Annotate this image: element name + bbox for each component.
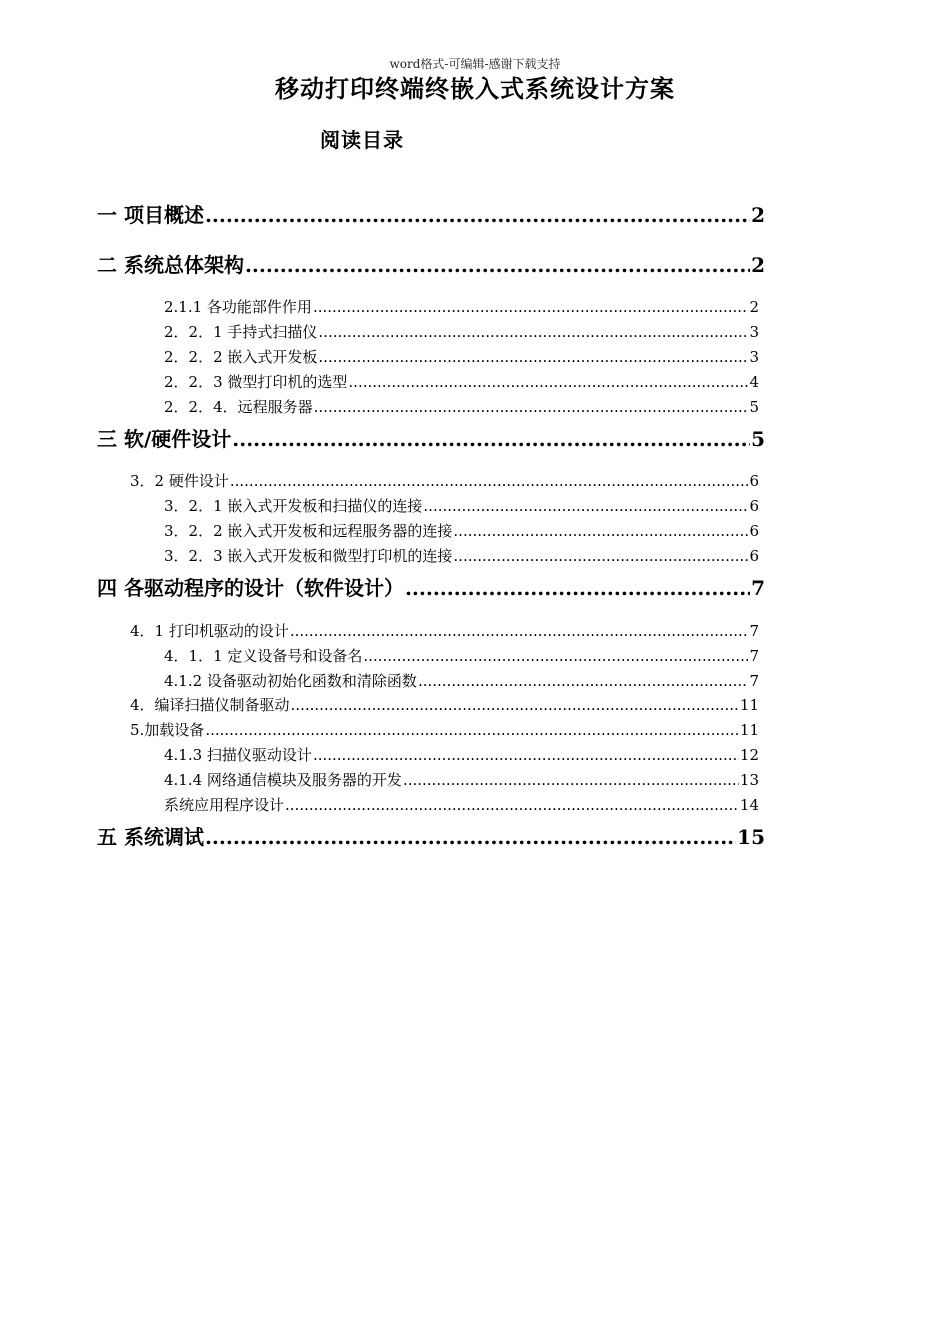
- toc-entry-page: 6: [749, 497, 759, 515]
- toc-entry-page: 12: [739, 746, 759, 764]
- toc-entry-label: 4．1 打印机驱动的设计: [130, 622, 289, 640]
- toc-entry-4-compile-scanner-driver[interactable]: [130, 694, 759, 716]
- toc-leader: [318, 346, 748, 368]
- toc-entry-page: 7: [751, 576, 765, 600]
- toc-entry-page: 11: [739, 696, 759, 714]
- toc-entry-page: 2: [751, 253, 765, 277]
- toc-leader: [318, 321, 748, 343]
- toc-entry-label: 2．2．3 微型打印机的选型: [164, 373, 348, 391]
- toc-entry-page: 7: [749, 672, 759, 690]
- toc-leader: [205, 719, 739, 741]
- toc-leader: [205, 822, 736, 852]
- toc-entry-label: 一 项目概述: [97, 203, 204, 227]
- toc-entry-label: 2．2．1 手持式扫描仪: [164, 323, 318, 341]
- toc-leader: [313, 744, 739, 766]
- toc-entry-page: 6: [749, 522, 759, 540]
- toc-entry-5-load-device[interactable]: [130, 719, 759, 741]
- toc-entry-software-hardware-design[interactable]: [97, 424, 765, 454]
- toc-entry-project-overview[interactable]: [97, 200, 765, 230]
- toc-entry-label: 4.1.4 网络通信模块及服务器的开发: [164, 771, 402, 789]
- toc-leader: [290, 620, 749, 642]
- toc-leader: [453, 545, 748, 567]
- toc-leader: [285, 794, 739, 816]
- toc-entry-label: 2.1.1 各功能部件作用: [164, 298, 312, 316]
- toc-entry-label: 4.1.2 设备驱动初始化函数和清除函数: [164, 672, 417, 690]
- toc-entry-page: 6: [749, 547, 759, 565]
- toc-entry-label: 3．2 硬件设计: [130, 472, 229, 490]
- toc-entry-system-architecture[interactable]: [97, 250, 765, 280]
- toc-entry-3-2-2[interactable]: [164, 520, 759, 542]
- toc-leader: [232, 424, 750, 454]
- document-title: 移动打印终端终嵌入式系统设计方案: [275, 74, 675, 103]
- toc-leader: [313, 296, 749, 318]
- toc-entry-4-1-4[interactable]: [164, 769, 759, 791]
- toc-entry-label: 四 各驱动程序的设计（软件设计）: [97, 576, 404, 600]
- toc-entry-page: 7: [749, 622, 759, 640]
- toc-entry-label: 3．2．3 嵌入式开发板和微型打印机的连接: [164, 547, 453, 565]
- toc-entry-4-1-3[interactable]: [164, 744, 759, 766]
- toc-entry-page: 11: [739, 721, 759, 739]
- toc-leader: [403, 769, 739, 791]
- toc-entry-2-2-2[interactable]: [164, 346, 759, 368]
- toc-entry-label: 五 系统调试: [97, 825, 204, 849]
- toc-entry-page: 3: [749, 348, 759, 366]
- toc-entry-4-1[interactable]: [130, 620, 759, 642]
- toc-entry-system-app-design[interactable]: [164, 794, 759, 816]
- toc-entry-label: 3．2．2 嵌入式开发板和远程服务器的连接: [164, 522, 453, 540]
- toc-entry-label: 三 软/硬件设计: [97, 427, 232, 451]
- toc-leader: [245, 250, 750, 280]
- toc-entry-label: 3．2．1 嵌入式开发板和扫描仪的连接: [164, 497, 423, 515]
- toc-entry-label: 2．2．2 嵌入式开发板: [164, 348, 318, 366]
- toc-entry-driver-design[interactable]: [97, 573, 765, 603]
- toc-entry-4-1-1[interactable]: [164, 645, 759, 667]
- toc-leader: [363, 645, 748, 667]
- toc-entry-page: 15: [737, 825, 765, 849]
- toc-entry-page: 5: [751, 427, 765, 451]
- toc-leader: [405, 573, 750, 603]
- toc-entry-label: 2．2．4．远程服务器: [164, 398, 313, 416]
- toc-leader: [291, 694, 739, 716]
- toc-entry-2-2-3[interactable]: [164, 371, 759, 393]
- toc-leader: [205, 200, 750, 230]
- toc-entry-label: 4.1.3 扫描仪驱动设计: [164, 746, 312, 764]
- toc-entry-page: 2: [749, 298, 759, 316]
- toc-entry-page: 13: [739, 771, 759, 789]
- toc-entry-2-1-1[interactable]: [164, 296, 759, 318]
- toc-entry-page: 14: [739, 796, 759, 814]
- toc-entry-page: 4: [749, 373, 759, 391]
- toc-heading: 阅读目录: [320, 128, 404, 152]
- toc-entry-page: 6: [749, 472, 759, 490]
- toc-entry-system-debugging[interactable]: [97, 822, 765, 852]
- toc-leader: [314, 396, 749, 418]
- toc-entry-4-1-2[interactable]: [164, 670, 759, 692]
- toc-entry-label: 4．编译扫描仪制备驱动: [130, 696, 290, 714]
- toc-entry-page: 2: [751, 203, 765, 227]
- toc-leader: [418, 670, 749, 692]
- toc-entry-3-2[interactable]: [130, 470, 759, 492]
- toc-entry-label: 系统应用程序设计: [164, 796, 285, 814]
- toc-leader: [348, 371, 748, 393]
- toc-entry-page: 7: [749, 647, 759, 665]
- toc-leader: [453, 520, 748, 542]
- toc-entry-3-2-1[interactable]: [164, 495, 759, 517]
- toc-leader: [423, 495, 748, 517]
- toc-entry-3-2-3[interactable]: [164, 545, 759, 567]
- toc-entry-label: 5.加载设备: [130, 721, 205, 739]
- watermark-text: word格式-可编辑-感谢下载支持: [389, 57, 561, 71]
- toc-entry-label: 4．1．1 定义设备号和设备名: [164, 647, 363, 665]
- toc-entry-page: 5: [749, 398, 759, 416]
- toc-entry-label: 二 系统总体架构: [97, 253, 244, 277]
- toc-entry-page: 3: [749, 323, 759, 341]
- toc-leader: [230, 470, 749, 492]
- toc-entry-2-2-4[interactable]: [164, 396, 759, 418]
- toc-entry-2-2-1[interactable]: [164, 321, 759, 343]
